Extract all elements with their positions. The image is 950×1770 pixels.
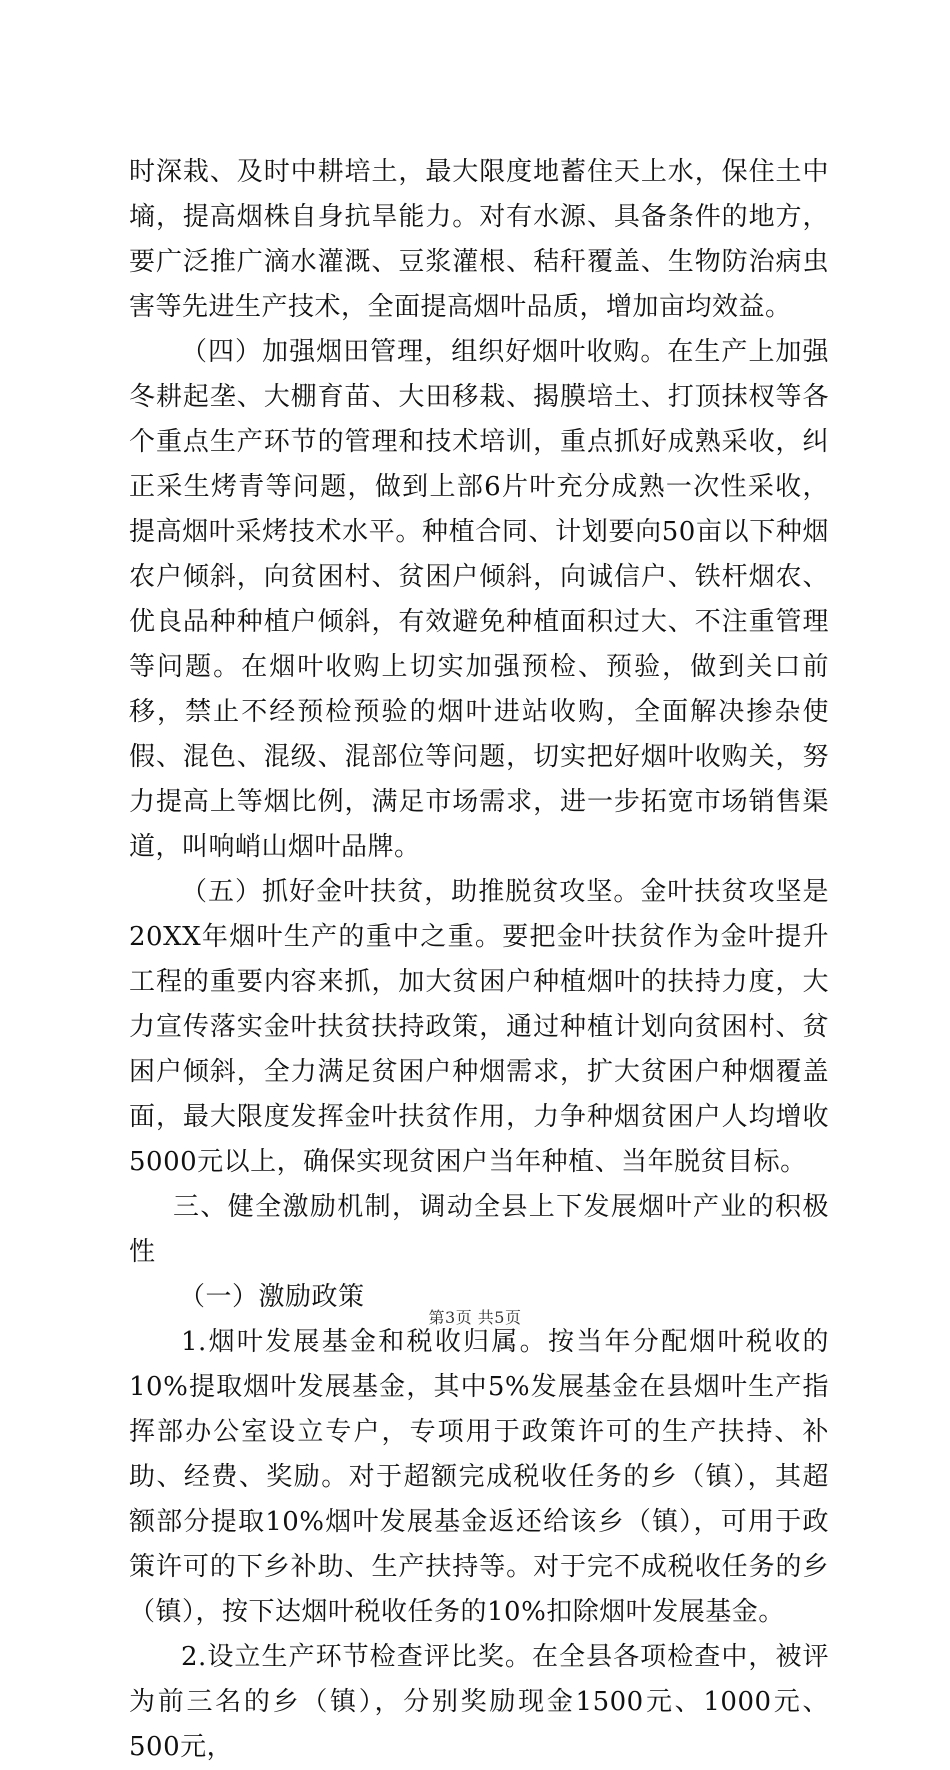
document-body [129,150,829,1770]
paragraph-continuation: 时深栽、及时中耕培土，最大限度地蓄住天上水，保住土中墒，提高烟株自身抗旱能力。对有水源、具备条件的地方，要广泛推广滴水灌溉、豆浆灌根、秸秆覆盖、生物防治病虫害等先进生产技术，全面提高烟叶品质，增加亩均效益。 [129,157,829,322]
paragraph-section-five: （五）抓好金叶扶贫，助推脱贫攻坚。金叶扶贫攻坚是20XX年烟叶生产的重中之重。要把金叶扶贫作为金叶提升工程的重要内容来抓，加大贫困户种植烟叶的扶持力度，大力宣传落实金叶扶贫扶持政策，通过种植计划向贫困村、贫困户倾斜，全力满足贫困户种烟需求，扩大贫困户种烟覆盖面，最大限度发挥金叶扶贫作用，力争种烟贫困户人均增收5000元以上，确保实现贫困户当年种植、当年脱贫目标。 [129,877,829,1177]
heading-incentive-policy: （一）激励政策 [179,1282,365,1312]
paragraph-section-four: （四）加强烟田管理，组织好烟叶收购。在生产上加强冬耕起垄、大棚育苗、大田移栽、揭膜培土、打顶抹杈等各个重点生产环节的管理和技术培训，重点抓好成熟采收，纠正采生烤青等问题，做到上部6片叶充分成熟一次性采收，提高烟叶采烤技术水平。种植合同、计划要向50亩以下种烟农户倾斜，向贫困村、贫困户倾斜，向诚信户、铁杆烟农、优良品种种植户倾斜，有效避免种植面积过大、不注重管理等问题。在烟叶收购上切实加强预检、预验，做到关口前移，禁止不经预检预验的烟叶进站收购，全面解决掺杂使假、混色、混级、混部位等问题，切实把好烟叶收购关，努力提高上等烟比例，满足市场需求，进一步拓宽市场销售渠道，叫响峭山烟叶品牌。 [129,337,829,862]
paragraph-item-one: 1.烟叶发展基金和税收归属。按当年分配烟叶税收的10%提取烟叶发展基金，其中5%发展基金在县烟叶生产指挥部办公室设立专户，专项用于政策许可的生产扶持、补助、经费、奖励。对于超额完成税收任务的乡（镇），其超额部分提取10%烟叶发展基金返还给该乡（镇），可用于政策许可的下乡补助、生产扶持等。对于完不成税收任务的乡（镇），按下达烟叶税收任务的10%扣除烟叶发展基金。 [129,1327,829,1627]
paragraph-item-two: 2.设立生产环节检查评比奖。在全县各项检查中，被评为前三名的乡（镇），分别奖励现金1500元、1000元、500元， [129,1642,829,1762]
page-footer: 第3页 共5页 [428,1308,522,1327]
heading-section-three: 三、健全激励机制，调动全县上下发展烟叶产业的积极性 [129,1192,829,1267]
